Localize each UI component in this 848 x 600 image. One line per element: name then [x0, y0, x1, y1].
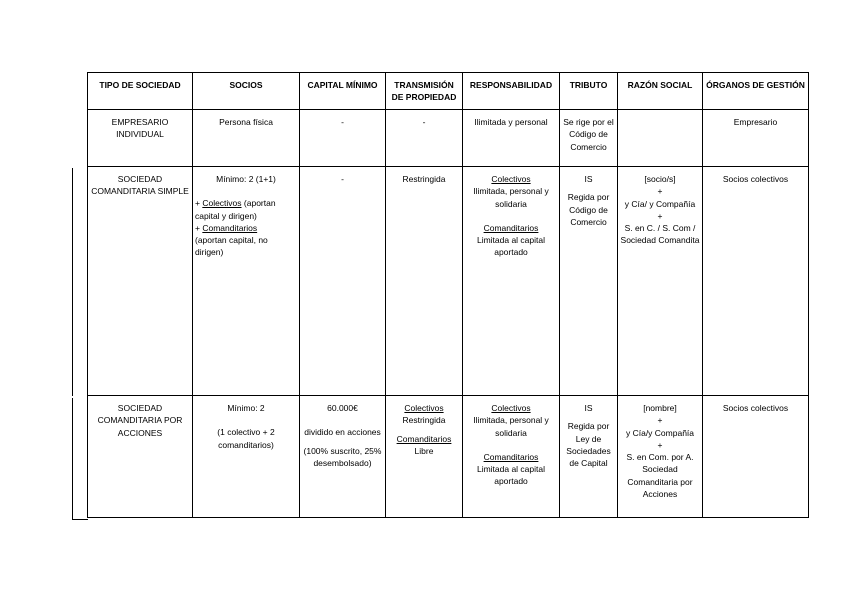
cell-razon — [618, 167, 703, 396]
tributo-desc: Regida por Ley de Sociedades de Capital — [566, 421, 611, 469]
cell-tributo — [560, 396, 618, 518]
header-cell-responsabilidad: RESPONSABILIDAD — [463, 73, 560, 110]
trans-colectivos-label: Colectivos — [404, 403, 444, 413]
capital-note: (100% suscrito, 25% desembolsado) — [303, 445, 382, 468]
cell-responsabilidad — [463, 396, 560, 518]
socios-minimo: Mínimo: 2 (1+1) — [216, 174, 276, 184]
socios-comanditarios-prefix: + — [195, 222, 203, 233]
margin-rule — [72, 519, 88, 520]
resp-comanditarios-desc: Limitada al capital aportado — [476, 235, 546, 258]
cell-tipo: SOCIEDAD COMANDITARIA SIMPLE — [88, 167, 193, 396]
trans-comanditarios-desc: Libre — [414, 445, 434, 456]
resp-comanditarios-desc: Limitada al capital aportado — [476, 464, 546, 487]
cell-socios — [193, 396, 300, 518]
cell-socios: Persona física — [193, 110, 300, 167]
razon-line: + — [657, 415, 663, 426]
header-cell-tributo: TRIBUTO — [560, 73, 618, 110]
socios-comanditarios-desc: (aportan capital, no dirigen) — [195, 235, 268, 258]
cell-socios — [193, 167, 300, 396]
cell-tributo: Se rige por el Código de Comercio — [560, 110, 618, 167]
cell-razon — [618, 110, 703, 167]
razon-line: + — [657, 439, 663, 450]
header-row — [88, 73, 809, 110]
tributo-tax: IS — [584, 403, 593, 413]
capital-desc: dividido en acciones — [304, 427, 381, 438]
header-cell-razon: RAZÓN SOCIAL — [618, 73, 703, 110]
header-cell-tipo: TIPO DE SOCIEDAD — [88, 73, 193, 110]
razon-line: y Cía/y Compañía — [625, 427, 695, 438]
razon-line: + — [657, 210, 663, 221]
margin-rule — [72, 168, 73, 396]
cell-transmision: Restringida — [386, 167, 463, 396]
resp-colectivos-desc: Ilimitada, personal y solidaria — [473, 415, 549, 438]
table-row-sociedad-comanditaria-por-acciones — [88, 396, 809, 518]
capital-amount: 60.000€ — [327, 403, 358, 413]
cell-tipo: EMPRESARIO INDIVIDUAL — [88, 110, 193, 167]
socios-colectivos-label: Colectivos — [202, 198, 242, 209]
cell-capital: - — [300, 167, 386, 396]
razon-line: y Cía/ y Compañía — [624, 198, 696, 209]
razon-line: + — [657, 186, 663, 197]
resp-colectivos-label: Colectivos — [491, 403, 531, 413]
cell-transmision: - — [386, 110, 463, 167]
header-cell-transmision: TRANSMISIÓN DE PROPIEDAD — [386, 73, 463, 110]
socios-comanditarios-label: Comanditarios — [202, 222, 258, 233]
cell-capital — [300, 396, 386, 518]
cell-tributo — [560, 167, 618, 396]
razon-line: [socio/s] — [644, 174, 676, 184]
cell-organos: Socios colectivos — [703, 167, 809, 396]
socios-minimo: Mínimo: 2 — [227, 403, 265, 413]
socios-colectivos-prefix: + — [195, 198, 203, 209]
cell-razon — [618, 396, 703, 518]
margin-rule — [72, 398, 73, 520]
tributo-tax: IS — [584, 174, 593, 184]
header-cell-socios: SOCIOS — [193, 73, 300, 110]
table-row-sociedad-comanditaria-simple — [88, 167, 809, 396]
cell-responsabilidad: Ilimitada y personal — [463, 110, 560, 167]
cell-organos: Empresario — [703, 110, 809, 167]
cell-organos: Socios colectivos — [703, 396, 809, 518]
razon-line: S. en Com. por A. Sociedad Comanditaria por Acciones — [626, 452, 694, 500]
trans-comanditarios-label: Comanditarios — [396, 433, 452, 444]
header-cell-capital: CAPITAL MÍNIMO — [300, 73, 386, 110]
cell-tipo: SOCIEDAD COMANDITARIA POR ACCIONES — [88, 396, 193, 518]
trans-colectivos-desc: Restringida — [402, 415, 446, 426]
cell-responsabilidad — [463, 167, 560, 396]
resp-comanditarios-label: Comanditarios — [483, 451, 539, 462]
resp-colectivos-label: Colectivos — [491, 174, 531, 184]
tributo-desc: Regida por Código de Comercio — [567, 192, 610, 227]
cell-capital: - — [300, 110, 386, 167]
socios-comanditarios — [195, 222, 297, 234]
cell-transmision — [386, 396, 463, 518]
header-cell-organos: ÓRGANOS DE GESTIÓN — [703, 73, 809, 110]
razon-line: S. en C. / S. Com / Sociedad Comandita — [620, 223, 700, 246]
socios-colectivos — [195, 197, 297, 222]
societies-comparison-table — [87, 72, 809, 518]
table-row-empresario — [88, 110, 809, 167]
razon-line: [nombre] — [643, 403, 677, 413]
socios-desc: (1 colectivo + 2 comanditarios) — [217, 427, 275, 450]
socios-colectivos-desc: (aportan capital y dirigen) — [195, 198, 276, 221]
resp-colectivos-desc: Ilimitada, personal y solidaria — [473, 186, 549, 209]
resp-comanditarios-label: Comanditarios — [483, 222, 539, 233]
